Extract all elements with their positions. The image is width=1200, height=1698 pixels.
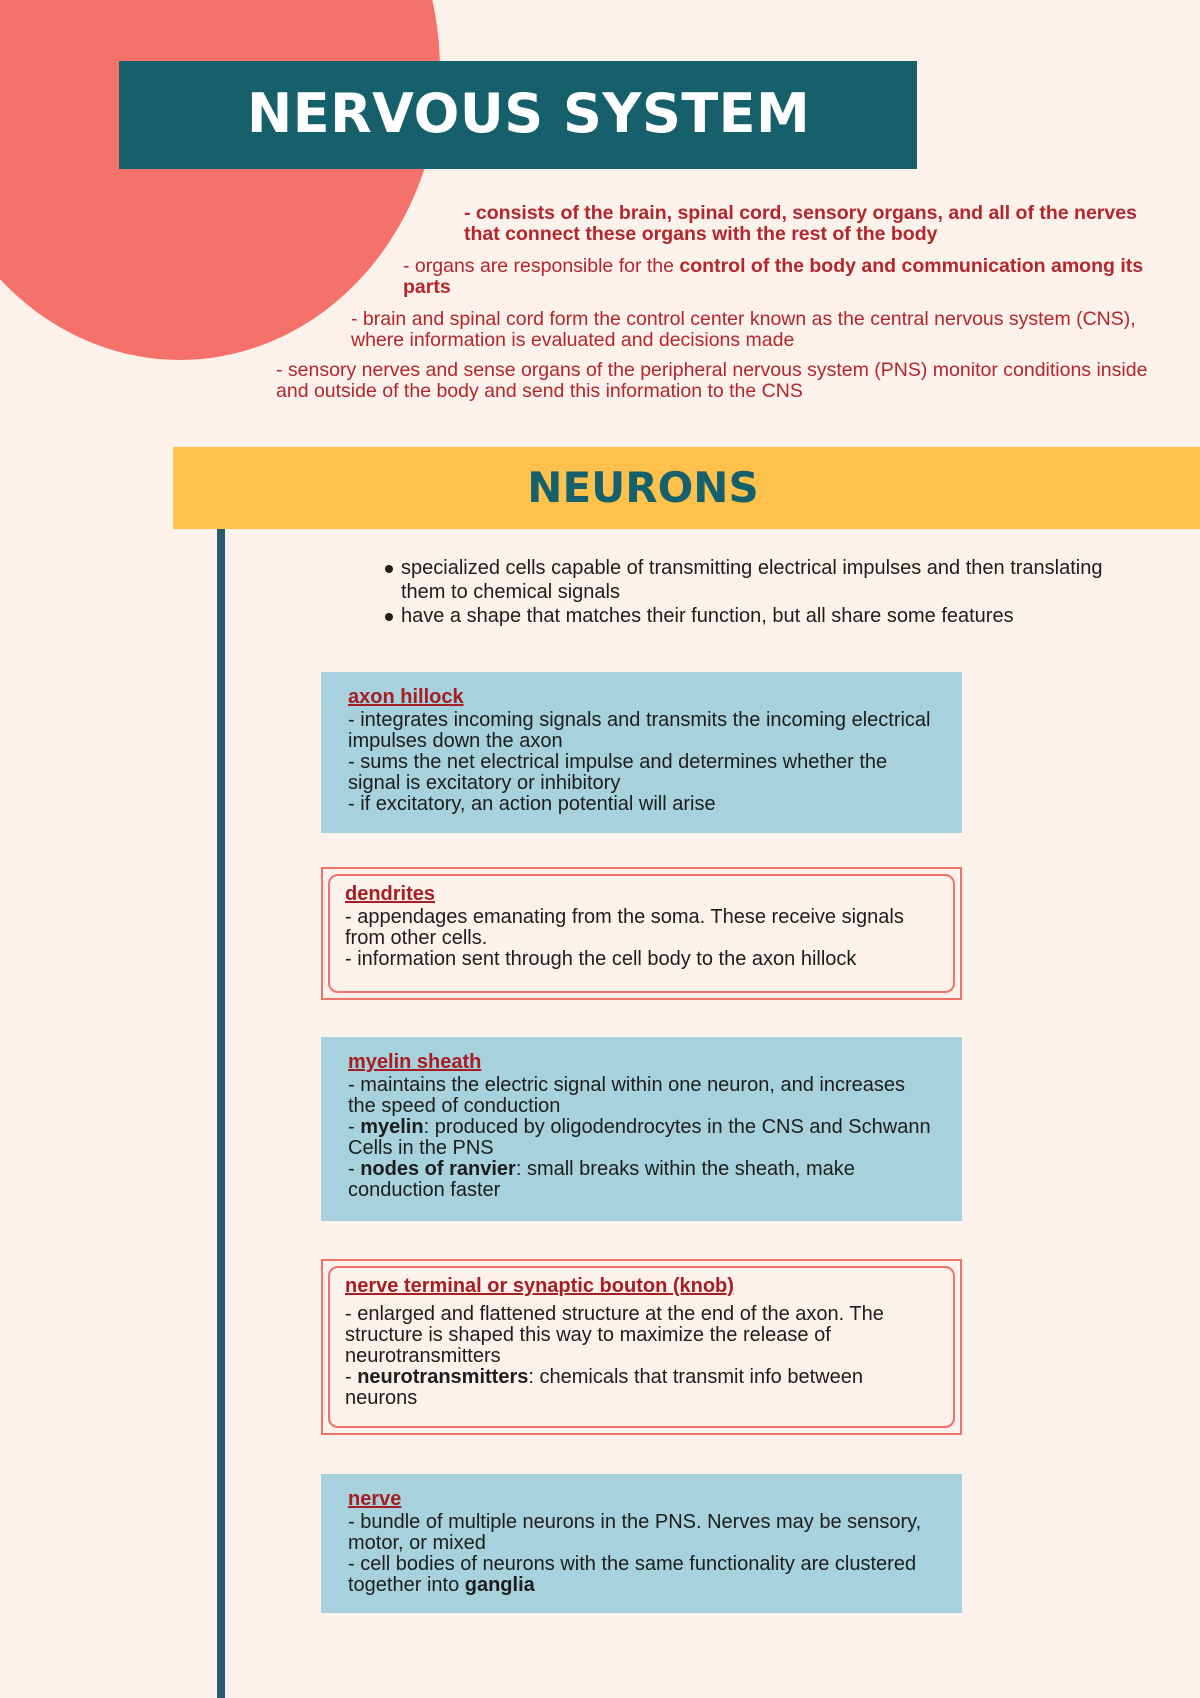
title-banner	[119, 61, 917, 169]
bullet-item: specialized cells capable of transmitting electrical impulses and then translating them to chemical signals	[383, 556, 1103, 604]
card-line: - enlarged and flattened structure at the end of the axon. The structure is shaped this way to maximize the release of neurotransmitters	[345, 1303, 884, 1367]
card-line: - appendages emanating from the soma. These receive signals from other cells.	[345, 906, 904, 949]
card-title-nerve: nerve	[348, 1488, 402, 1510]
card-axon-hillock	[321, 672, 962, 833]
intro-line-4: - sensory nerves and sense organs of the peripheral nervous system (PNS) monitor conditions inside and outside of the body and send this information to the CNS	[276, 359, 1148, 402]
section-heading-neurons: NEURONS	[527, 463, 759, 512]
term-myelin: myelin	[360, 1116, 424, 1138]
intro-line-2-bold: control of the body and communication among its parts	[403, 255, 1144, 298]
card-line: - sums the net electrical impulse and determines whether the signal is excitatory or inhibitory	[348, 751, 888, 794]
card-line-prefix: -	[345, 1366, 358, 1388]
term-neurotransmitters: neurotransmitters	[357, 1366, 529, 1388]
card-line: - maintains the electric signal within one neuron, and increases the speed of conduction	[348, 1074, 905, 1117]
intro-line-2	[403, 256, 1163, 298]
card-line: - integrates incoming signals and transmits the incoming electrical impulses down the axon	[348, 709, 931, 752]
card-nerve	[321, 1474, 962, 1613]
card-line-rest: : produced by oligodendrocytes in the CNS and Schwann Cells in the PNS	[348, 1116, 931, 1159]
page-title: NERVOUS SYSTEM	[247, 82, 811, 145]
card-line: - bundle of multiple neurons in the PNS. Nerves may be sensory, motor, or mixed	[348, 1511, 922, 1554]
neurons-banner	[173, 447, 1200, 529]
card-title-nerve-terminal: nerve terminal or synaptic bouton (knob)	[345, 1275, 734, 1297]
card-line	[348, 1554, 936, 1596]
card-line-prefix: - cell bodies of neurons with the same functionality are clustered together into	[348, 1553, 917, 1596]
card-dendrites	[321, 867, 962, 1000]
card-line	[348, 1117, 936, 1159]
bullet-item: have a shape that matches their function, but all share some features	[383, 604, 1103, 628]
intro-line-1: - consists of the brain, spinal cord, sensory organs, and all of the nerves that connect these organs with the rest of the body	[464, 202, 1137, 245]
card-line: - if excitatory, an action potential will arise	[348, 793, 716, 815]
card-line-rest: : small breaks within the sheath, make conduction faster	[348, 1158, 855, 1201]
card-line-rest: : chemicals that transmit info between neurons	[345, 1366, 863, 1409]
card-line	[345, 1367, 938, 1409]
intro-line-3: - brain and spinal cord form the control center known as the central nervous system (CNS), where information is evaluated and decisions made	[351, 308, 1136, 351]
term-ganglia: ganglia	[464, 1574, 535, 1596]
intro-line-2-text: - organs are responsible for the	[403, 255, 680, 277]
card-nerve-terminal	[321, 1259, 962, 1435]
card-title-axon-hillock: axon hillock	[348, 686, 464, 708]
card-myelin-sheath	[321, 1037, 962, 1221]
term-nodes-of-ranvier: nodes of ranvier	[360, 1158, 516, 1180]
decorative-circle	[0, 0, 440, 360]
card-line	[348, 1159, 936, 1201]
card-line-prefix: -	[348, 1116, 361, 1138]
timeline-divider	[217, 529, 225, 1698]
card-title-myelin-sheath: myelin sheath	[348, 1051, 482, 1073]
card-line: - information sent through the cell body to the axon hillock	[345, 948, 857, 970]
neurons-bullet-list	[383, 556, 1103, 628]
card-title-dendrites: dendrites	[345, 883, 436, 905]
card-line-prefix: -	[348, 1158, 361, 1180]
